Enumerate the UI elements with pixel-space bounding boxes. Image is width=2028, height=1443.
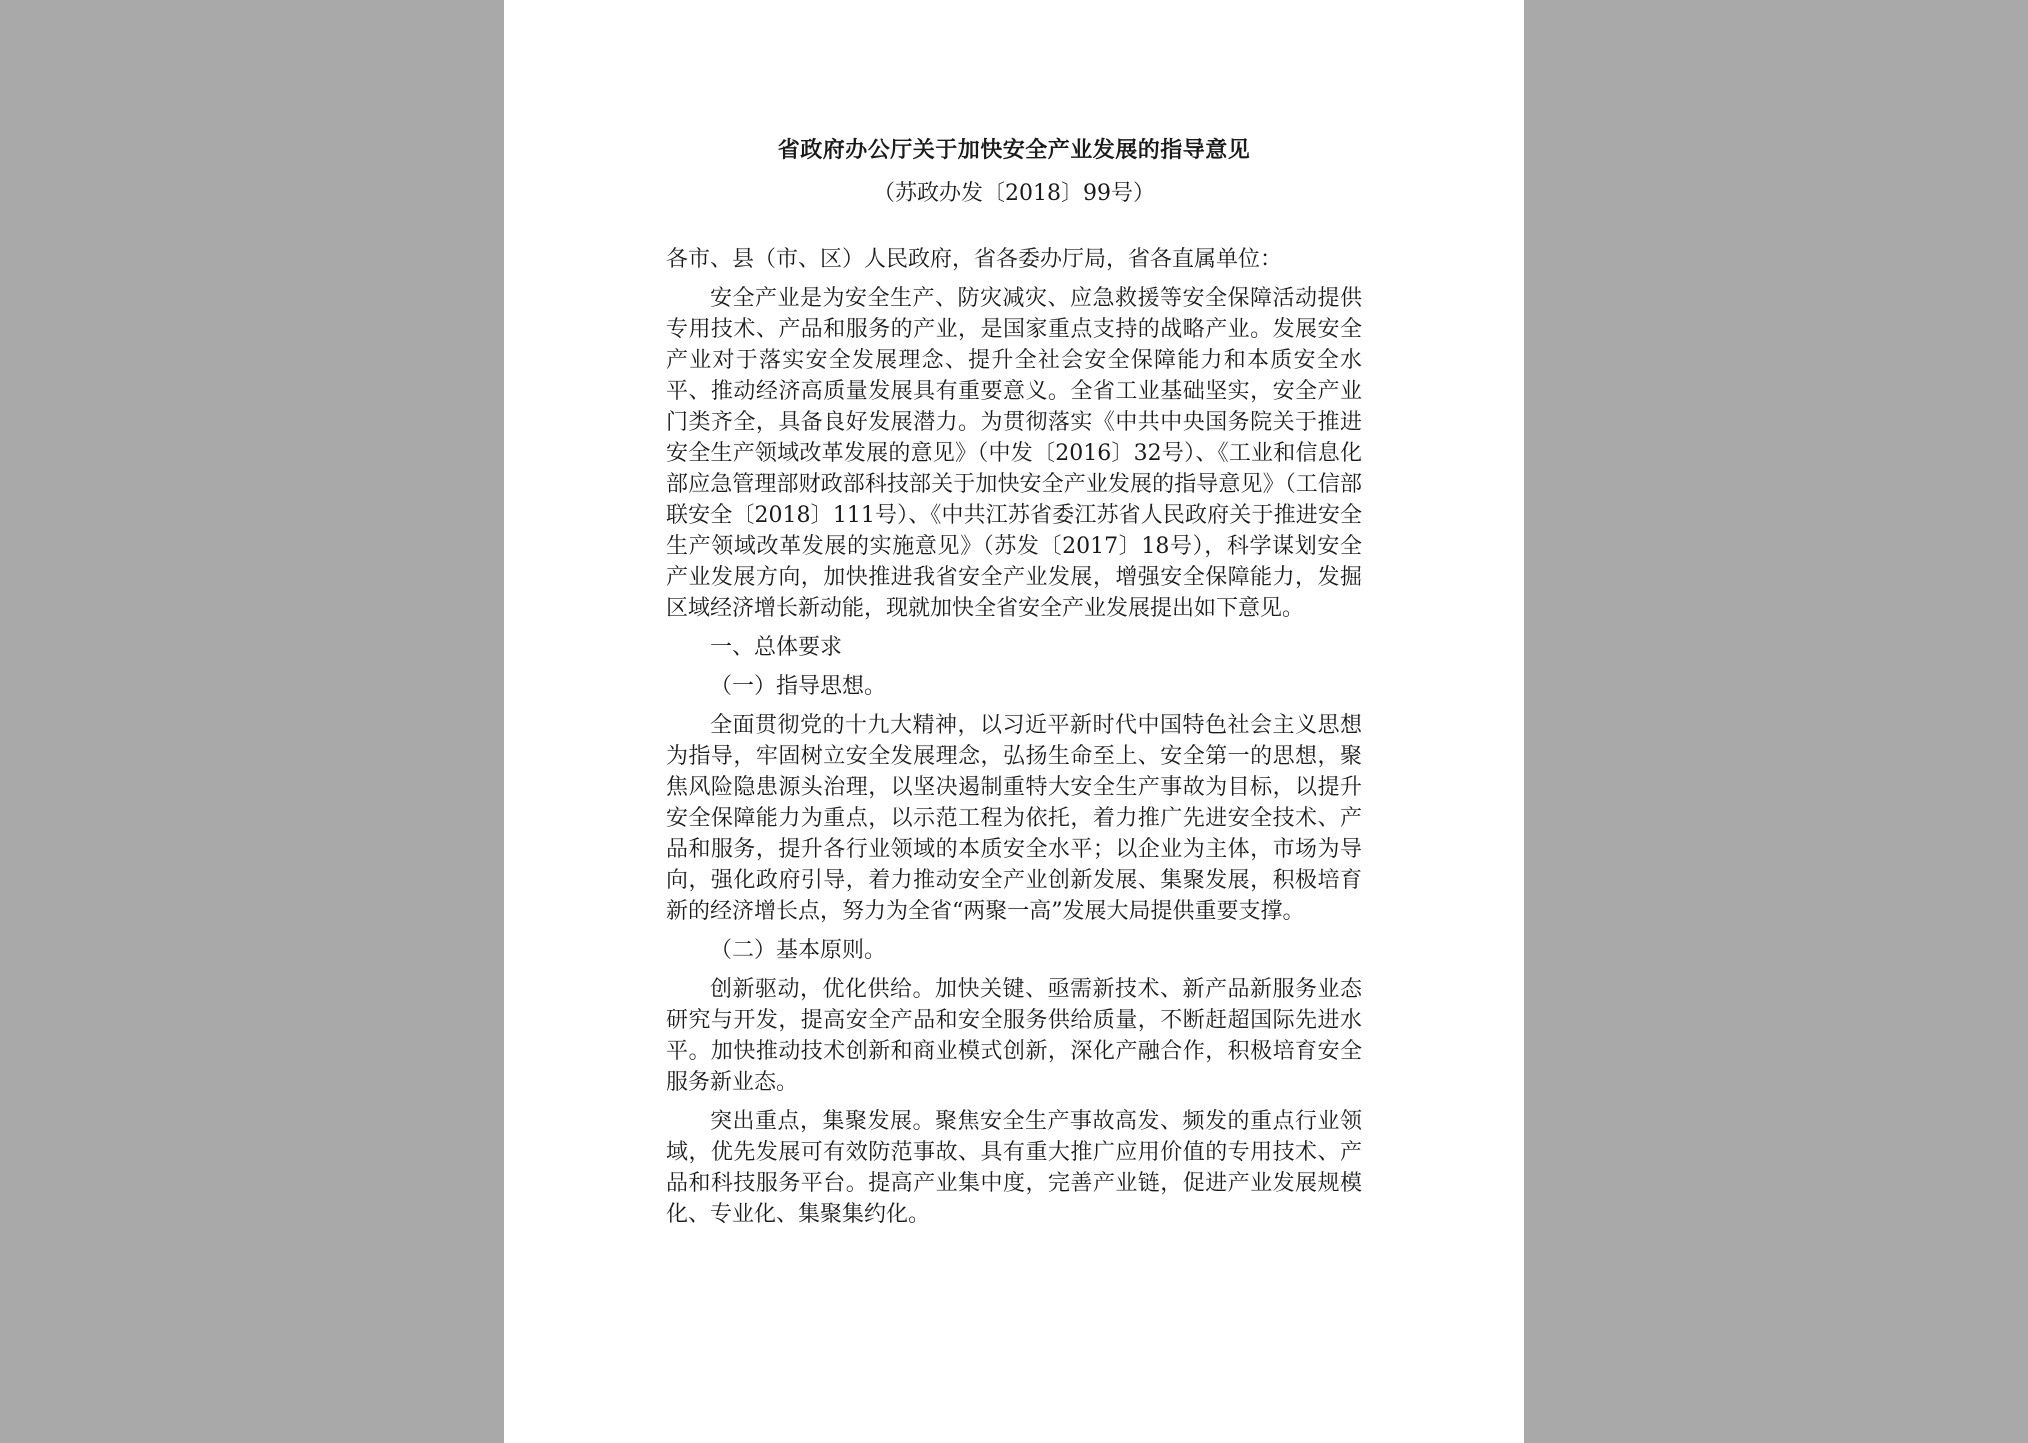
subheading-basic-principles: （二）基本原则。 <box>710 938 887 963</box>
paragraph-key-focus: 突出重点，集聚发展。聚焦安全生产事故高发、频发的重点行业领域，优先发展可有效防范事故、具有重大推广应用价值的专用技术、产品和科技服务平台。提高产业集中度，完善产业链，促进产业发展规模化、专业化、集聚集约化。 <box>666 1109 1362 1227</box>
subheading-guiding-ideology: （一）指导思想。 <box>710 674 887 699</box>
section-heading-general-requirements: 一、总体要求 <box>710 635 843 660</box>
paragraph-innovation-driven: 创新驱动，优化供给。加快关键、亟需新技术、新产品新服务业态研究与开发，提高安全产品和安全服务供给质量，不断赶超国际先进水平。加快推动技术创新和商业模式创新，深化产融合作，积极培育安全服务新业态。 <box>666 977 1362 1095</box>
paragraph-guiding-ideology: 全面贯彻党的十九大精神，以习近平新时代中国特色社会主义思想为指导，牢固树立安全发展理念，弘扬生命至上、安全第一的思想，聚焦风险隐患源头治理，以坚决遏制重特大安全生产事故为目标，以提升安全保障能力为重点，以示范工程为依托，着力推广先进安全技术、产品和服务，提升各行业领域的本质安全水平；以企业为主体，市场为导向，强化政府引导，着力推动安全产业创新发展、集聚发展，积极培育新的经济增长点，努力为全省“两聚一高”发展大局提供重要支撑。 <box>666 713 1362 924</box>
document-number: （苏政办发〔2018〕99号） <box>873 181 1155 206</box>
document-page <box>504 0 1524 1443</box>
document-content <box>666 128 1362 1238</box>
paragraph-intro: 安全产业是为安全生产、防灾减灾、应急救援等安全保障活动提供专用技术、产品和服务的产业，是国家重点支持的战略产业。发展安全产业对于落实安全发展理念、提升全社会安全保障能力和本质安全水平、推动经济高质量发展具有重要意义。全省工业基础坚实，安全产业门类齐全，具备良好发展潜力。为贯彻落实《中共中央国务院关于推进安全生产领域改革发展的意见》（中发〔2016〕32号）、《工业和信息化部应急管理部财政部科技部关于加快安全产业发展的指导意见》（工信部联安全〔2018〕111号）、《中共江苏省委江苏省人民政府关于推进安全生产领域改革发展的实施意见》（苏发〔2017〕18号），科学谋划安全产业发展方向，加快推进我省安全产业发展，增强安全保障能力，发掘区域经济增长新动能，现就加快全省安全产业发展提出如下意见。 <box>666 286 1362 621</box>
salutation: 各市、县（市、区）人民政府，省各委办厅局，省各直属单位： <box>666 247 1283 272</box>
document-title: 省政府办公厅关于加快安全产业发展的指导意见 <box>777 137 1251 163</box>
